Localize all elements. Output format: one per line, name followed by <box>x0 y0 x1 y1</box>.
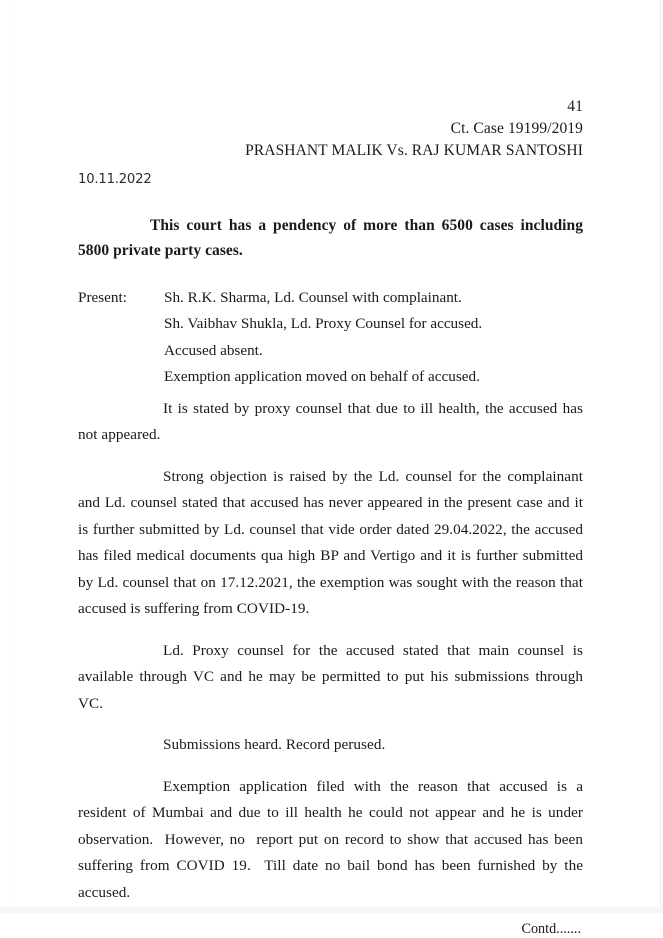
present-items <box>164 285 583 390</box>
order-paragraph: Strong objection is raised by the Ld. counsel for the complainant and Ld. counsel stated that accused has never appeared in the present case and it is further submitted by Ld. counsel that vide order dated 29.04.2022, the accused has filed medical documents qua high BP and Vertigo and it is further submitted by Ld. counsel that on 17.12.2021, the exemption was sought with the reason that accused is suffering from COVID-19. <box>78 467 587 618</box>
order-paragraph: Ld. Proxy counsel for the accused stated that main counsel is available through VC and he may be permitted to put his submissions through VC. <box>78 641 587 712</box>
order-paragraph: Submissions heard. Record perused. <box>163 736 386 754</box>
page-number: 41 <box>567 98 583 115</box>
document-header <box>78 0 583 162</box>
pendency-note <box>78 213 583 263</box>
document-content <box>78 0 587 938</box>
present-block <box>78 285 583 390</box>
case-number: Ct. Case 19199/2019 <box>450 120 583 137</box>
present-item: Sh. Vaibhav Shukla, Ld. Proxy Counsel for accused. <box>164 315 483 333</box>
present-label: Present: <box>78 289 127 307</box>
present-item: Sh. R.K. Sharma, Ld. Counsel with complainant. <box>164 289 462 307</box>
present-item: Accused absent. <box>164 341 263 359</box>
order-paragraph: Exemption application filed with the reason that accused is a resident of Mumbai and due to ill health he could not appear and he is under observation. However, no report put on record to show that accused has been suffering from COVID 19. Till date no bail bond has been furnished by the accused. <box>78 777 587 901</box>
scan-edge-left <box>11 0 12 913</box>
order-date: 10.11.2022 <box>78 172 152 187</box>
continuation-marker: Contd....... <box>521 921 581 938</box>
case-parties: PRASHANT MALIK Vs. RAJ KUMAR SANTOSHI <box>245 142 583 159</box>
order-paragraph: It is stated by proxy counsel that due to ill health, the accused has not appeared. <box>78 399 587 444</box>
pendency-note-text: This court has a pendency of more than 6500 cases including 5800 private party cases. <box>78 217 583 260</box>
present-item: Exemption application moved on behalf of accused. <box>164 367 480 385</box>
